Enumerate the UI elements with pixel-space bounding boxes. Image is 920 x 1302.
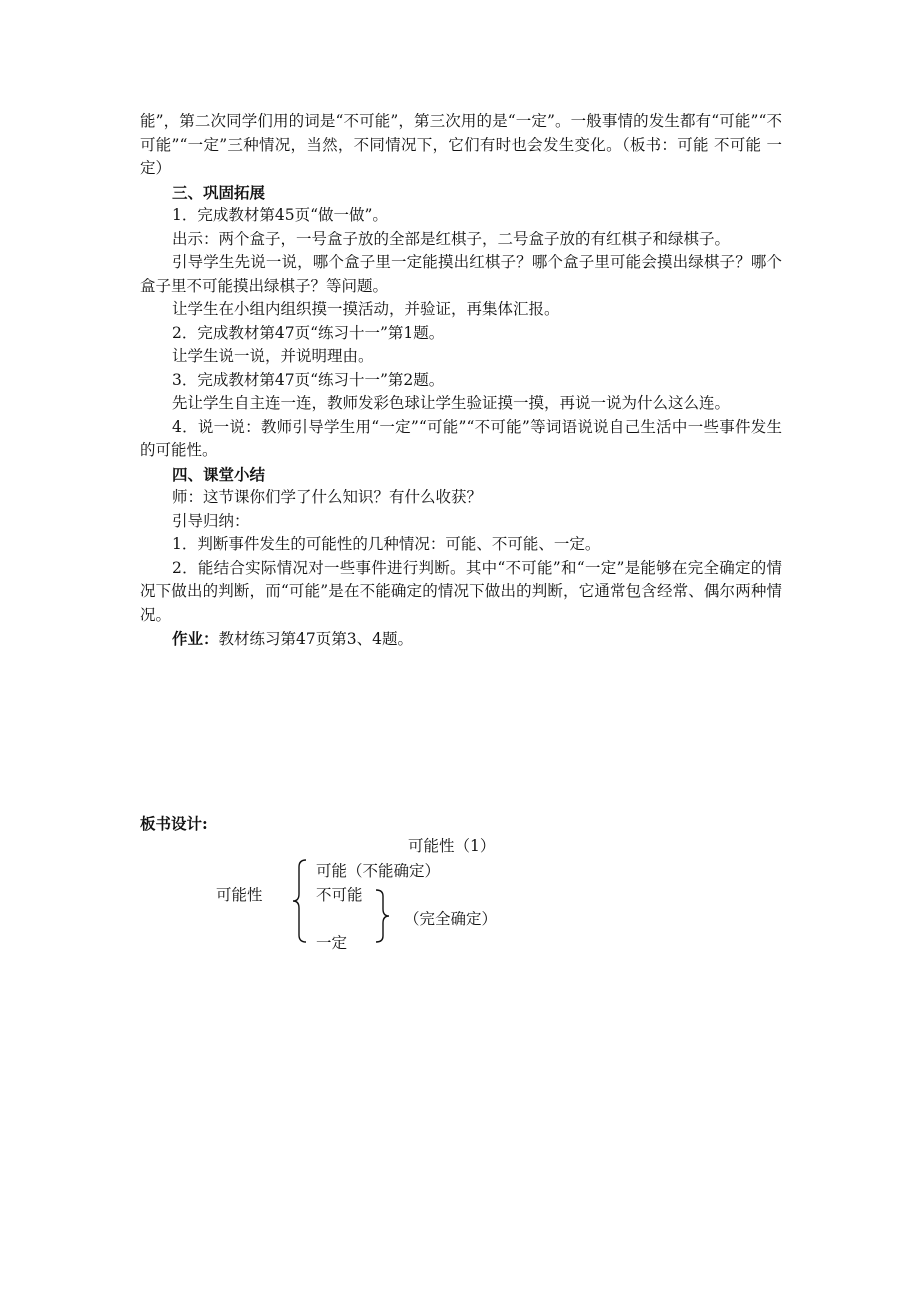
- paragraph: 引导归纳：: [172, 511, 250, 530]
- paragraph: 先让学生自主连一连，教师发彩色球让学生验证摸一摸，再说一说为什么这么连。: [172, 394, 731, 412]
- section-heading-summary: 四、课堂小结: [172, 464, 266, 484]
- paragraph: 1．判断事件发生的可能性的几种情况：可能、不可能、一定。: [172, 535, 601, 553]
- homework-line: [140, 627, 782, 652]
- paragraph: 出示：两个盒子，一号盒子放的全部是红棋子，二号盒子放的有红棋子和绿棋子。: [172, 229, 731, 248]
- paragraph: 2．完成教材第47页“练习十一”第1题。: [172, 323, 445, 342]
- paragraph: 引导学生先说一说，哪个盒子里一定能摸出红棋子？哪个盒子里可能会摸出绿棋子？哪个盒子里不可能摸出绿棋子？等问题。: [140, 253, 782, 295]
- paragraph: 4．说一说：教师引导学生用“一定”“可能”“不可能”等词语说说自己生活中一些事件发生的可能性。: [140, 417, 782, 459]
- paragraph: 让学生说一说，并说明理由。: [172, 347, 374, 365]
- paragraph: 2．能结合实际情况对一些事件进行判断。其中“不可能”和“一定”是能够在完全确定的情况下做出的判断，而“可能”是在不能确定的情况下做出的判断，它通常包含经常、偶尔两种情况。: [140, 558, 782, 624]
- board-item-impossible: 不可能: [316, 886, 363, 904]
- board-design-label: 板书设计:: [140, 814, 208, 833]
- board-item-certain: 一定: [316, 934, 348, 952]
- paragraph-continuation: 能”，第二次同学们用的词是“不可能”，第三次用的是“一定”。一般事情的发生都有“可能”“不可能”“一定”三种情况，当然，不同情况下，它们有时也会发生变化。（板书：可能 不可能 一定）: [140, 112, 782, 177]
- right-brace-icon: [372, 888, 392, 944]
- board-root-term: 可能性: [216, 886, 263, 904]
- board-title: 可能性（1）: [408, 837, 496, 855]
- homework-label: 作业：: [172, 629, 219, 648]
- paragraph: 3．完成教材第47页“练习十一”第2题。: [172, 370, 445, 389]
- board-note-certain: （完全确定）: [404, 910, 498, 928]
- section-heading-consolidate: 三、巩固拓展: [172, 182, 266, 202]
- paragraph: 让学生在小组内组织摸一摸活动，并验证，再集体汇报。: [172, 300, 560, 318]
- homework-text: 教材练习第47页第3、4题。: [218, 630, 413, 648]
- lesson-text: [140, 110, 782, 652]
- left-brace-icon: [290, 858, 310, 944]
- board-item-possible: 可能（不能确定）: [316, 862, 441, 880]
- paragraph: 1．完成教材第45页“做一做”。: [172, 206, 388, 224]
- paragraph: 师：这节课你们学了什么知识？有什么收获？: [172, 488, 483, 506]
